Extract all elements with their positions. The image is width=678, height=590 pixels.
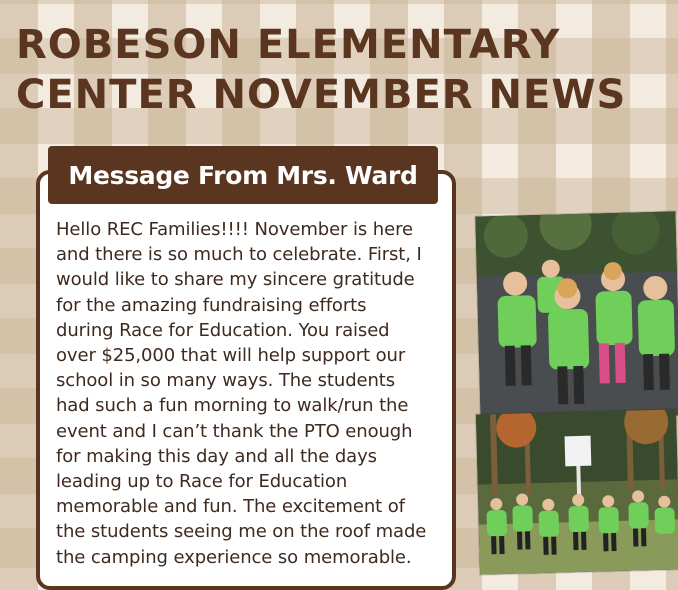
message-line: for making this day and all the days (56, 445, 377, 467)
message-line: and there is so much to celebrate. First, I (56, 244, 422, 266)
message-heading: Message From Mrs. Ward (48, 146, 438, 204)
message-line: would like to share my sincere gratitude (56, 269, 415, 291)
message-line: event and I can’t thank the PTO enough (56, 420, 413, 442)
message-line: Hello REC Families!!!! November is here (56, 219, 413, 240)
message-line: over $25,000 that will help support our (56, 345, 406, 367)
race-photo-students-running (476, 409, 678, 574)
message-line: had such a fun morning to walk/run the (56, 395, 409, 417)
message-line: during Race for Education. You raised (56, 319, 390, 341)
title-line-2: CENTER NOVEMBER NEWS (16, 72, 627, 118)
message-line: school in so many ways. The students (56, 370, 396, 392)
message-line: leading up to Race for Education (56, 471, 348, 493)
message-line: memorable and fun. The excitement of (56, 496, 405, 518)
message-body (56, 217, 446, 570)
message-line: the students seeing me on the roof made (56, 521, 427, 543)
message-line: the camping experience so memorable. (56, 546, 412, 568)
newsletter-title (16, 20, 626, 120)
race-photo-students-top (475, 211, 678, 420)
message-line: for the amazing fundraising efforts (56, 294, 367, 316)
title-line-1: ROBESON ELEMENTARY (16, 22, 561, 68)
